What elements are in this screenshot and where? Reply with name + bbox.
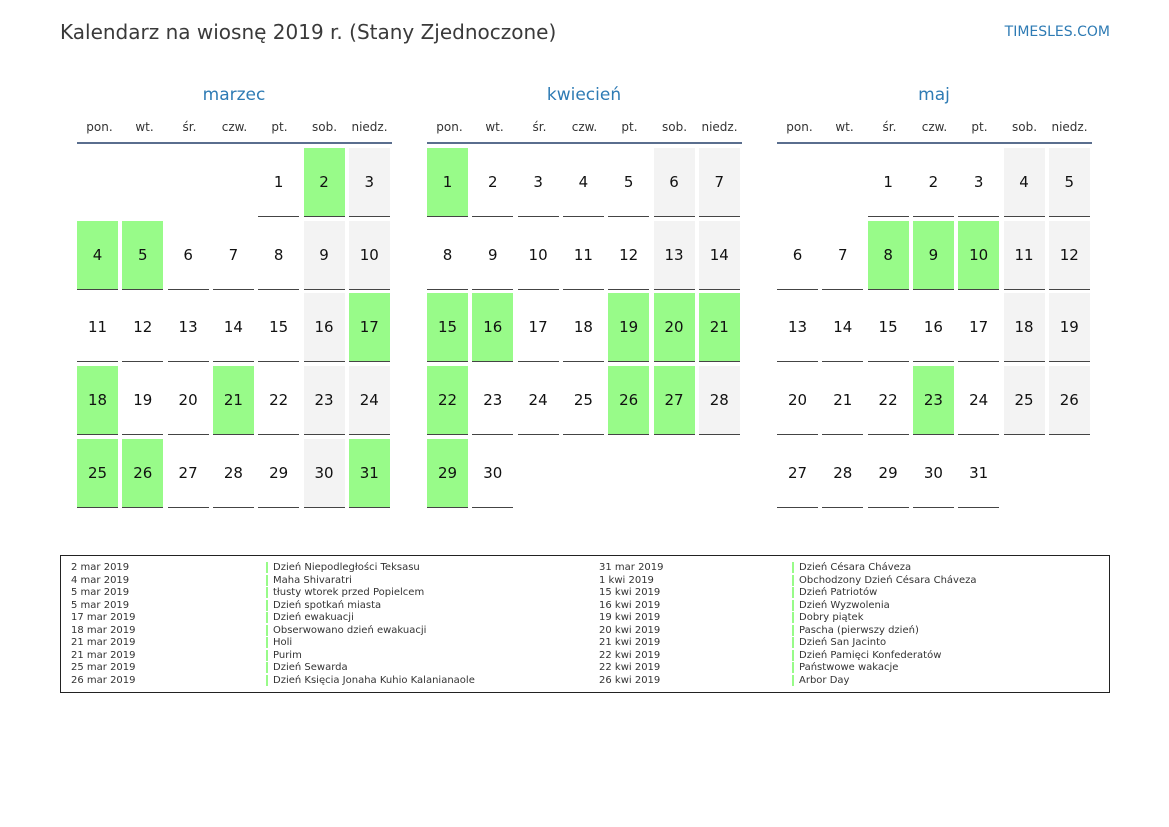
day-cell: 23 (304, 366, 345, 435)
holiday-name: Dzień Księcia Jonaha Kuhio Kalanianaole (266, 675, 475, 686)
holiday-name: tłusty wtorek przed Popielcem (266, 587, 424, 598)
day-cell: 19 (122, 366, 163, 435)
weekday-label: śr. (532, 120, 547, 134)
day-cell: 4 (77, 221, 118, 290)
weekday-label: śr. (882, 120, 897, 134)
weekday-label: czw. (571, 120, 598, 134)
weekday-label: niedz. (351, 120, 388, 134)
holiday-date: 5 mar 2019 (71, 599, 130, 611)
holiday-date: 16 kwi 2019 (599, 599, 661, 611)
holiday-date: 21 mar 2019 (71, 649, 136, 661)
day-cell: 13 (168, 293, 209, 362)
legend-right-dates (599, 562, 664, 687)
legend-left-dates (71, 562, 136, 687)
day-cell: 27 (168, 439, 209, 508)
holiday-name: Państwowe wakacje (792, 662, 898, 673)
day-cell: 14 (213, 293, 254, 362)
page-title: Kalendarz na wiosnę 2019 r. (Stany Zjednoczone) (60, 20, 557, 44)
weekday-label: śr. (182, 120, 197, 134)
holiday-date: 20 kwi 2019 (599, 624, 661, 636)
holiday-date: 22 kwi 2019 (599, 662, 661, 673)
holiday-name: Dzień spotkań miasta (266, 600, 381, 611)
holiday-name: Obserwowano dzień ewakuacji (266, 625, 426, 636)
weekday-label: czw. (221, 120, 248, 134)
day-cell: 23 (472, 366, 513, 435)
day-cell: 21 (213, 366, 254, 435)
day-cell: 30 (472, 439, 513, 508)
day-cell: 7 (822, 221, 863, 290)
weekday-label: pt. (971, 120, 988, 134)
month-name: marzec (202, 85, 266, 105)
day-cell: 8 (427, 221, 468, 290)
holiday-date: 15 kwi 2019 (599, 587, 661, 598)
day-cell: 3 (518, 148, 559, 217)
day-cell: 20 (777, 366, 818, 435)
day-grid (777, 148, 1092, 513)
holiday-date: 1 kwi 2019 (599, 574, 654, 586)
day-cell: 25 (77, 439, 118, 508)
holiday-legend (60, 555, 1110, 693)
day-cell: 30 (913, 439, 954, 508)
weekday-label: sob. (661, 120, 688, 134)
day-cell: 1 (258, 148, 299, 217)
holiday-date: 17 mar 2019 (71, 612, 136, 623)
weekday-label: wt. (835, 120, 854, 134)
day-cell: 29 (258, 439, 299, 508)
header-divider (77, 142, 392, 144)
day-cell: 16 (472, 293, 513, 362)
day-cell: 26 (608, 366, 649, 435)
weekday-header (777, 118, 1092, 136)
day-cell: 2 (472, 148, 513, 217)
day-cell: 21 (699, 293, 740, 362)
month-name: maj (918, 85, 950, 105)
day-cell: 24 (518, 366, 559, 435)
day-cell: 31 (958, 439, 999, 508)
day-cell: 13 (654, 221, 695, 290)
weekday-label: czw. (921, 120, 948, 134)
month-calendar (777, 84, 1092, 513)
holiday-name: Dzień Pamięci Konfederatów (792, 650, 941, 661)
holiday-name: Dzień Césara Cháveza (792, 562, 911, 573)
day-cell: 6 (168, 221, 209, 290)
day-cell: 1 (868, 148, 909, 217)
day-cell: 27 (654, 366, 695, 435)
weekday-label: wt. (485, 120, 504, 134)
holiday-date: 25 mar 2019 (71, 662, 136, 673)
holiday-name: Obchodzony Dzień Césara Cháveza (792, 575, 977, 586)
weekday-label: pt. (621, 120, 638, 134)
holiday-date: 31 mar 2019 (599, 562, 664, 573)
holiday-date: 22 kwi 2019 (599, 649, 661, 661)
day-cell: 9 (472, 221, 513, 290)
day-cell: 4 (1004, 148, 1045, 217)
holiday-date: 19 kwi 2019 (599, 612, 661, 623)
day-cell: 14 (822, 293, 863, 362)
weekday-header (427, 118, 742, 136)
day-cell: 14 (699, 221, 740, 290)
holiday-date: 21 kwi 2019 (599, 637, 661, 648)
day-cell: 22 (868, 366, 909, 435)
day-cell: 2 (913, 148, 954, 217)
day-cell: 21 (822, 366, 863, 435)
day-cell: 9 (304, 221, 345, 290)
weekday-label: pon. (786, 120, 813, 134)
day-cell: 10 (349, 221, 390, 290)
day-cell: 22 (427, 366, 468, 435)
day-cell: 9 (913, 221, 954, 290)
day-cell: 12 (1049, 221, 1090, 290)
header-divider (427, 142, 742, 144)
holiday-name: Arbor Day (792, 675, 849, 686)
holiday-date: 4 mar 2019 (71, 574, 130, 586)
day-cell: 3 (349, 148, 390, 217)
month-calendar (77, 84, 392, 513)
day-cell: 22 (258, 366, 299, 435)
day-cell: 24 (958, 366, 999, 435)
holiday-name: Dzień Niepodległości Teksasu (266, 562, 420, 573)
holiday-name: Dzień Patriotów (792, 587, 877, 598)
month-name: kwiecień (546, 85, 622, 105)
day-cell: 18 (563, 293, 604, 362)
day-cell: 24 (349, 366, 390, 435)
day-cell: 30 (304, 439, 345, 508)
day-cell: 10 (518, 221, 559, 290)
day-cell: 5 (608, 148, 649, 217)
holiday-date: 26 kwi 2019 (599, 674, 661, 686)
header-divider (777, 142, 1092, 144)
day-cell: 3 (958, 148, 999, 217)
day-cell: 6 (777, 221, 818, 290)
day-cell: 20 (654, 293, 695, 362)
day-cell: 11 (1004, 221, 1045, 290)
day-cell: 23 (913, 366, 954, 435)
day-grid (427, 148, 742, 513)
holiday-name: Dzień Wyzwolenia (792, 600, 890, 611)
day-grid (77, 148, 392, 513)
holiday-date: 26 mar 2019 (71, 674, 136, 686)
day-cell: 19 (1049, 293, 1090, 362)
holiday-name: Dzień Sewarda (266, 662, 348, 673)
day-cell: 7 (699, 148, 740, 217)
weekday-label: sob. (1011, 120, 1038, 134)
holiday-name: Purim (266, 650, 302, 661)
day-cell: 12 (608, 221, 649, 290)
day-cell: 4 (563, 148, 604, 217)
holiday-date: 2 mar 2019 (71, 562, 130, 573)
day-cell: 19 (608, 293, 649, 362)
weekday-label: sob. (311, 120, 338, 134)
day-cell: 29 (868, 439, 909, 508)
weekday-header (77, 118, 392, 136)
day-cell: 8 (868, 221, 909, 290)
day-cell: 28 (822, 439, 863, 508)
day-cell: 6 (654, 148, 695, 217)
day-cell: 17 (958, 293, 999, 362)
day-cell: 18 (77, 366, 118, 435)
day-cell: 17 (518, 293, 559, 362)
month-calendar (427, 84, 742, 513)
day-cell: 17 (349, 293, 390, 362)
day-cell: 5 (1049, 148, 1090, 217)
day-cell: 8 (258, 221, 299, 290)
day-cell: 7 (213, 221, 254, 290)
day-cell: 16 (913, 293, 954, 362)
day-cell: 20 (168, 366, 209, 435)
weekday-label: pon. (436, 120, 463, 134)
day-cell: 13 (777, 293, 818, 362)
holiday-name: Maha Shivaratri (266, 575, 352, 586)
legend-right-names (792, 562, 977, 687)
weekday-label: pon. (86, 120, 113, 134)
holiday-date: 5 mar 2019 (71, 587, 130, 598)
day-cell: 31 (349, 439, 390, 508)
day-cell: 29 (427, 439, 468, 508)
weekday-label: pt. (271, 120, 288, 134)
day-cell: 18 (1004, 293, 1045, 362)
holiday-name: Dobry piątek (792, 612, 864, 623)
day-cell: 26 (122, 439, 163, 508)
day-cell: 16 (304, 293, 345, 362)
site-link[interactable]: TIMESLES.COM (1004, 24, 1110, 40)
holiday-name: Dzień San Jacinto (792, 637, 886, 648)
day-cell: 1 (427, 148, 468, 217)
weekday-label: wt. (135, 120, 154, 134)
weekday-label: niedz. (701, 120, 738, 134)
day-cell: 25 (563, 366, 604, 435)
holiday-name: Dzień ewakuacji (266, 612, 354, 623)
holiday-name: Holi (266, 637, 292, 648)
holiday-date: 21 mar 2019 (71, 637, 136, 648)
holiday-date: 18 mar 2019 (71, 624, 136, 636)
legend-left-names (266, 562, 475, 687)
day-cell: 2 (304, 148, 345, 217)
holiday-name: Pascha (pierwszy dzień) (792, 625, 919, 636)
day-cell: 12 (122, 293, 163, 362)
weekday-label: niedz. (1051, 120, 1088, 134)
day-cell: 26 (1049, 366, 1090, 435)
day-cell: 10 (958, 221, 999, 290)
day-cell: 28 (213, 439, 254, 508)
day-cell: 15 (427, 293, 468, 362)
day-cell: 15 (258, 293, 299, 362)
day-cell: 11 (563, 221, 604, 290)
day-cell: 15 (868, 293, 909, 362)
day-cell: 11 (77, 293, 118, 362)
day-cell: 28 (699, 366, 740, 435)
day-cell: 25 (1004, 366, 1045, 435)
day-cell: 27 (777, 439, 818, 508)
day-cell: 5 (122, 221, 163, 290)
